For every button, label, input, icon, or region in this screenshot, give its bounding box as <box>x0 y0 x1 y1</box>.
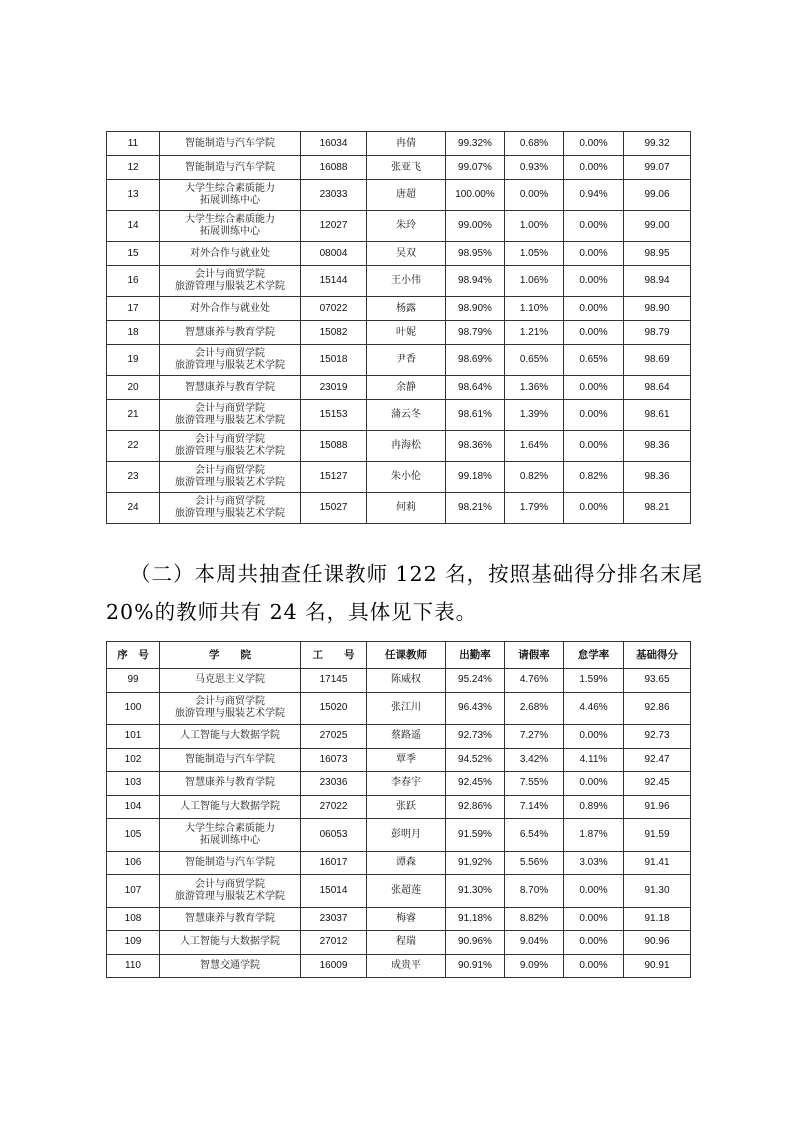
absence-rate-cell: 0.00% <box>564 321 624 345</box>
staff-id-cell: 08004 <box>301 242 367 266</box>
base-score-cell: 91.18 <box>624 907 691 931</box>
table-row <box>107 954 691 978</box>
college-cell <box>160 297 301 321</box>
table-row <box>107 242 691 266</box>
college-line: 旅游管理与服装艺术学院 <box>175 281 285 292</box>
row-number: 11 <box>107 132 160 156</box>
college-line: 智能制造与汽车学院 <box>185 137 275 149</box>
teacher-name-cell: 叶妮 <box>367 321 446 345</box>
college-line: 会计与商贸学院 <box>195 403 265 414</box>
table-row <box>107 493 691 524</box>
college-cell <box>160 875 301 908</box>
college-line: 对外合作与就业处 <box>190 247 270 259</box>
leave-rate-cell: 5.56% <box>505 851 564 875</box>
row-number: 19 <box>107 345 160 376</box>
row-number: 21 <box>107 400 160 431</box>
base-score-cell: 98.95 <box>624 242 691 266</box>
staff-id-cell: 15153 <box>301 400 367 431</box>
college-line: 会计与商贸学院 <box>195 696 265 708</box>
staff-id-cell: 17145 <box>301 669 367 693</box>
attendance-rate-cell: 100.00% <box>446 180 505 211</box>
staff-id-cell: 27012 <box>301 931 367 955</box>
staff-id-cell: 27025 <box>301 725 367 749</box>
leave-rate-cell: 0.00% <box>505 180 564 211</box>
table-row <box>107 345 691 376</box>
table-row <box>107 376 691 400</box>
row-number: 16 <box>107 266 160 297</box>
table-row <box>107 931 691 955</box>
college-cell <box>160 180 301 211</box>
row-number: 107 <box>107 875 160 908</box>
college-cell <box>160 266 301 297</box>
attendance-rate-cell: 98.79% <box>446 321 505 345</box>
college-line: 会计与商贸学院 <box>195 434 265 445</box>
header-college: 学 院 <box>160 642 301 669</box>
attendance-rate-cell: 92.86% <box>446 795 505 819</box>
table-row <box>107 132 691 156</box>
attendance-rate-cell: 91.18% <box>446 907 505 931</box>
attendance-rate-cell: 98.69% <box>446 345 505 376</box>
attendance-rate-cell: 91.30% <box>446 875 505 908</box>
attendance-rate-cell: 98.64% <box>446 376 505 400</box>
staff-id-cell: 07022 <box>301 297 367 321</box>
college-line: 大学生综合素质能力 <box>185 183 275 194</box>
teacher-name-cell: 冉海松 <box>367 431 446 462</box>
teacher-name-cell: 张跃 <box>367 795 446 819</box>
row-number: 102 <box>107 748 160 772</box>
teacher-name-cell: 唐超 <box>367 180 446 211</box>
table-row <box>107 851 691 875</box>
college-line: 大学生综合素质能力 <box>185 822 275 834</box>
absence-rate-cell: 3.03% <box>564 851 624 875</box>
college-line: 旅游管理与服装艺术学院 <box>175 508 285 519</box>
staff-id-cell: 23033 <box>301 180 367 211</box>
header-id: 工 号 <box>301 642 367 669</box>
teacher-name-cell: 何莉 <box>367 493 446 524</box>
college-line: 人工智能与大数据学院 <box>180 936 280 948</box>
row-number: 20 <box>107 376 160 400</box>
teacher-name-cell: 程瑞 <box>367 931 446 955</box>
teacher-name-cell: 冉倩 <box>367 132 446 156</box>
college-cell <box>160 931 301 955</box>
absence-rate-cell: 0.00% <box>564 954 624 978</box>
absence-rate-cell: 0.00% <box>564 907 624 931</box>
row-number: 100 <box>107 692 160 725</box>
absence-rate-cell: 0.00% <box>564 266 624 297</box>
college-line: 旅游管理与服装艺术学院 <box>175 890 285 902</box>
college-line: 旅游管理与服装艺术学院 <box>175 415 285 426</box>
teacher-name-cell: 陈威权 <box>367 669 446 693</box>
teacher-name-cell: 吴双 <box>367 242 446 266</box>
college-cell <box>160 132 301 156</box>
leave-rate-cell: 0.65% <box>505 345 564 376</box>
staff-id-cell: 15144 <box>301 266 367 297</box>
college-line: 智慧康养与教育学院 <box>185 381 275 393</box>
leave-rate-cell: 1.10% <box>505 297 564 321</box>
college-line: 智能制造与汽车学院 <box>185 856 275 868</box>
table-row <box>107 748 691 772</box>
absence-rate-cell: 4.11% <box>564 748 624 772</box>
table-row <box>107 875 691 908</box>
college-line: 智能制造与汽车学院 <box>185 753 275 765</box>
leave-rate-cell: 7.27% <box>505 725 564 749</box>
leave-rate-cell: 1.79% <box>505 493 564 524</box>
college-line: 大学生综合素质能力 <box>185 214 275 225</box>
base-score-cell: 99.32 <box>624 132 691 156</box>
attendance-rate-cell: 96.43% <box>446 692 505 725</box>
row-number: 99 <box>107 669 160 693</box>
teacher-name-cell: 张亚飞 <box>367 156 446 180</box>
base-score-cell: 98.90 <box>624 297 691 321</box>
college-cell <box>160 211 301 242</box>
table-row <box>107 772 691 796</box>
table-row <box>107 297 691 321</box>
staff-id-cell: 15088 <box>301 431 367 462</box>
college-line: 人工智能与大数据学院 <box>180 730 280 742</box>
attendance-rate-cell: 98.21% <box>446 493 505 524</box>
attendance-rate-cell: 99.07% <box>446 156 505 180</box>
absence-rate-cell: 0.00% <box>564 211 624 242</box>
college-line: 旅游管理与服装艺术学院 <box>175 446 285 457</box>
college-cell <box>160 156 301 180</box>
college-line: 智能制造与汽车学院 <box>185 161 275 173</box>
attendance-rate-cell: 99.18% <box>446 462 505 493</box>
absence-rate-cell: 4.46% <box>564 692 624 725</box>
attendance-rate-cell: 99.32% <box>446 132 505 156</box>
absence-rate-cell: 0.82% <box>564 462 624 493</box>
staff-id-cell: 23037 <box>301 907 367 931</box>
attendance-rate-cell: 95.24% <box>446 669 505 693</box>
table-row <box>107 431 691 462</box>
college-cell <box>160 748 301 772</box>
row-number: 24 <box>107 493 160 524</box>
teacher-name-cell: 覃季 <box>367 748 446 772</box>
base-score-cell: 92.47 <box>624 748 691 772</box>
summary-paragraph-line-2: 20%的教师共有 24 名，具体见下表。 <box>106 600 478 624</box>
leave-rate-cell: 1.36% <box>505 376 564 400</box>
college-cell <box>160 692 301 725</box>
attendance-rate-cell: 98.90% <box>446 297 505 321</box>
college-cell <box>160 795 301 819</box>
top-teacher-table <box>106 131 691 524</box>
row-number: 18 <box>107 321 160 345</box>
leave-rate-cell: 8.82% <box>505 907 564 931</box>
leave-rate-cell: 0.68% <box>505 132 564 156</box>
absence-rate-cell: 0.65% <box>564 345 624 376</box>
leave-rate-cell: 1.39% <box>505 400 564 431</box>
staff-id-cell: 15018 <box>301 345 367 376</box>
base-score-cell: 98.69 <box>624 345 691 376</box>
bottom-table-body <box>107 669 691 978</box>
teacher-name-cell: 蒲云冬 <box>367 400 446 431</box>
row-number: 22 <box>107 431 160 462</box>
college-cell <box>160 772 301 796</box>
header-attendance: 出勤率 <box>446 642 505 669</box>
teacher-name-cell: 彭明月 <box>367 819 446 852</box>
leave-rate-cell: 1.64% <box>505 431 564 462</box>
base-score-cell: 91.41 <box>624 851 691 875</box>
leave-rate-cell: 3.42% <box>505 748 564 772</box>
table-row <box>107 795 691 819</box>
leave-rate-cell: 1.06% <box>505 266 564 297</box>
staff-id-cell: 06053 <box>301 819 367 852</box>
attendance-rate-cell: 98.95% <box>446 242 505 266</box>
staff-id-cell: 16088 <box>301 156 367 180</box>
base-score-cell: 99.07 <box>624 156 691 180</box>
teacher-name-cell: 张超莲 <box>367 875 446 908</box>
attendance-rate-cell: 91.59% <box>446 819 505 852</box>
attendance-rate-cell: 90.96% <box>446 931 505 955</box>
college-cell <box>160 462 301 493</box>
leave-rate-cell: 7.55% <box>505 772 564 796</box>
row-number: 104 <box>107 795 160 819</box>
header-absence: 怠学率 <box>564 642 624 669</box>
base-score-cell: 93.65 <box>624 669 691 693</box>
college-cell <box>160 907 301 931</box>
row-number: 108 <box>107 907 160 931</box>
table-row <box>107 400 691 431</box>
table-row <box>107 819 691 852</box>
staff-id-cell: 16034 <box>301 132 367 156</box>
college-line: 会计与商贸学院 <box>195 348 265 359</box>
table-row <box>107 266 691 297</box>
absence-rate-cell: 0.00% <box>564 242 624 266</box>
attendance-rate-cell: 99.00% <box>446 211 505 242</box>
teacher-name-cell: 杨露 <box>367 297 446 321</box>
row-number: 12 <box>107 156 160 180</box>
base-score-cell: 99.00 <box>624 211 691 242</box>
absence-rate-cell: 0.00% <box>564 772 624 796</box>
college-line: 智慧康养与教育学院 <box>185 777 275 789</box>
base-score-cell: 91.96 <box>624 795 691 819</box>
staff-id-cell: 16009 <box>301 954 367 978</box>
base-score-cell: 98.21 <box>624 493 691 524</box>
base-score-cell: 98.36 <box>624 431 691 462</box>
base-score-cell: 91.59 <box>624 819 691 852</box>
leave-rate-cell: 1.21% <box>505 321 564 345</box>
leave-rate-cell: 7.14% <box>505 795 564 819</box>
college-line: 马克思主义学院 <box>195 674 265 686</box>
college-line: 人工智能与大数据学院 <box>180 800 280 812</box>
college-line: 智慧交通学院 <box>200 959 260 971</box>
header-score: 基础得分 <box>624 642 691 669</box>
teacher-name-cell: 朱玲 <box>367 211 446 242</box>
college-line: 旅游管理与服装艺术学院 <box>175 708 285 720</box>
teacher-name-cell: 成贵平 <box>367 954 446 978</box>
college-line: 拓展训练中心 <box>200 834 260 846</box>
teacher-name-cell: 朱小伦 <box>367 462 446 493</box>
college-cell <box>160 376 301 400</box>
table-header-row <box>107 642 691 669</box>
college-cell <box>160 345 301 376</box>
college-line: 拓展训练中心 <box>200 226 260 237</box>
teacher-name-cell: 蔡路遥 <box>367 725 446 749</box>
college-line: 会计与商贸学院 <box>195 269 265 280</box>
staff-id-cell: 15020 <box>301 692 367 725</box>
base-score-cell: 92.73 <box>624 725 691 749</box>
leave-rate-cell: 0.93% <box>505 156 564 180</box>
row-number: 15 <box>107 242 160 266</box>
teacher-name-cell: 尹香 <box>367 345 446 376</box>
leave-rate-cell: 1.00% <box>505 211 564 242</box>
college-line: 对外合作与就业处 <box>190 302 270 314</box>
attendance-rate-cell: 98.94% <box>446 266 505 297</box>
college-line: 会计与商贸学院 <box>195 878 265 890</box>
staff-id-cell: 15127 <box>301 462 367 493</box>
college-line: 旅游管理与服装艺术学院 <box>175 477 285 488</box>
header-teacher: 任课教师 <box>367 642 446 669</box>
base-score-cell: 90.91 <box>624 954 691 978</box>
row-number: 105 <box>107 819 160 852</box>
leave-rate-cell: 6.54% <box>505 819 564 852</box>
attendance-rate-cell: 94.52% <box>446 748 505 772</box>
summary-paragraph-line-1: （二）本周共抽查任课教师 122 名，按照基础得分排名末尾 <box>130 562 704 586</box>
absence-rate-cell: 0.00% <box>564 725 624 749</box>
attendance-rate-cell: 92.45% <box>446 772 505 796</box>
college-cell <box>160 851 301 875</box>
top-table-body <box>107 132 691 524</box>
absence-rate-cell: 0.00% <box>564 875 624 908</box>
teacher-name-cell: 梅睿 <box>367 907 446 931</box>
teacher-name-cell: 余静 <box>367 376 446 400</box>
attendance-rate-cell: 92.73% <box>446 725 505 749</box>
staff-id-cell: 16073 <box>301 748 367 772</box>
college-cell <box>160 242 301 266</box>
base-score-cell: 92.45 <box>624 772 691 796</box>
table-row <box>107 156 691 180</box>
college-cell <box>160 819 301 852</box>
absence-rate-cell: 0.00% <box>564 156 624 180</box>
table-row <box>107 321 691 345</box>
college-cell <box>160 321 301 345</box>
attendance-rate-cell: 90.91% <box>446 954 505 978</box>
absence-rate-cell: 0.00% <box>564 400 624 431</box>
bottom-teacher-table <box>106 641 691 978</box>
staff-id-cell: 23036 <box>301 772 367 796</box>
college-line: 会计与商贸学院 <box>195 465 265 476</box>
teacher-name-cell: 张江川 <box>367 692 446 725</box>
college-line: 智慧康养与教育学院 <box>185 912 275 924</box>
table-row <box>107 725 691 749</box>
row-number: 14 <box>107 211 160 242</box>
table-row <box>107 180 691 211</box>
absence-rate-cell: 0.00% <box>564 297 624 321</box>
teacher-name-cell: 谭森 <box>367 851 446 875</box>
table-row <box>107 211 691 242</box>
staff-id-cell: 12027 <box>301 211 367 242</box>
college-cell <box>160 669 301 693</box>
base-score-cell: 98.94 <box>624 266 691 297</box>
absence-rate-cell: 0.00% <box>564 431 624 462</box>
base-score-cell: 90.96 <box>624 931 691 955</box>
college-line: 拓展训练中心 <box>200 195 260 206</box>
leave-rate-cell: 4.76% <box>505 669 564 693</box>
absence-rate-cell: 0.89% <box>564 795 624 819</box>
table-row <box>107 462 691 493</box>
college-cell <box>160 400 301 431</box>
staff-id-cell: 16017 <box>301 851 367 875</box>
teacher-name-cell: 王小伟 <box>367 266 446 297</box>
teacher-name-cell: 李春宇 <box>367 772 446 796</box>
absence-rate-cell: 0.00% <box>564 931 624 955</box>
absence-rate-cell: 0.00% <box>564 493 624 524</box>
staff-id-cell: 27022 <box>301 795 367 819</box>
staff-id-cell: 15027 <box>301 493 367 524</box>
leave-rate-cell: 2.68% <box>505 692 564 725</box>
leave-rate-cell: 9.04% <box>505 931 564 955</box>
row-number: 17 <box>107 297 160 321</box>
table-row <box>107 692 691 725</box>
attendance-rate-cell: 98.36% <box>446 431 505 462</box>
row-number: 23 <box>107 462 160 493</box>
staff-id-cell: 15082 <box>301 321 367 345</box>
absence-rate-cell: 1.87% <box>564 819 624 852</box>
leave-rate-cell: 8.70% <box>505 875 564 908</box>
absence-rate-cell: 0.94% <box>564 180 624 211</box>
staff-id-cell: 23019 <box>301 376 367 400</box>
college-line: 旅游管理与服装艺术学院 <box>175 360 285 371</box>
table-row <box>107 907 691 931</box>
college-cell <box>160 725 301 749</box>
base-score-cell: 98.79 <box>624 321 691 345</box>
college-cell <box>160 493 301 524</box>
row-number: 106 <box>107 851 160 875</box>
leave-rate-cell: 9.09% <box>505 954 564 978</box>
row-number: 110 <box>107 954 160 978</box>
absence-rate-cell: 0.00% <box>564 132 624 156</box>
attendance-rate-cell: 98.61% <box>446 400 505 431</box>
base-score-cell: 98.61 <box>624 400 691 431</box>
base-score-cell: 98.64 <box>624 376 691 400</box>
absence-rate-cell: 0.00% <box>564 376 624 400</box>
row-number: 109 <box>107 931 160 955</box>
header-no: 序 号 <box>107 642 160 669</box>
college-cell <box>160 954 301 978</box>
staff-id-cell: 15014 <box>301 875 367 908</box>
leave-rate-cell: 1.05% <box>505 242 564 266</box>
college-cell <box>160 431 301 462</box>
header-leave: 请假率 <box>505 642 564 669</box>
base-score-cell: 92.86 <box>624 692 691 725</box>
row-number: 103 <box>107 772 160 796</box>
college-line: 会计与商贸学院 <box>195 496 265 507</box>
base-score-cell: 91.30 <box>624 875 691 908</box>
absence-rate-cell: 1.59% <box>564 669 624 693</box>
leave-rate-cell: 0.82% <box>505 462 564 493</box>
college-line: 智慧康养与教育学院 <box>185 326 275 338</box>
base-score-cell: 98.36 <box>624 462 691 493</box>
row-number: 13 <box>107 180 160 211</box>
table-row <box>107 669 691 693</box>
row-number: 101 <box>107 725 160 749</box>
base-score-cell: 99.06 <box>624 180 691 211</box>
attendance-rate-cell: 91.92% <box>446 851 505 875</box>
